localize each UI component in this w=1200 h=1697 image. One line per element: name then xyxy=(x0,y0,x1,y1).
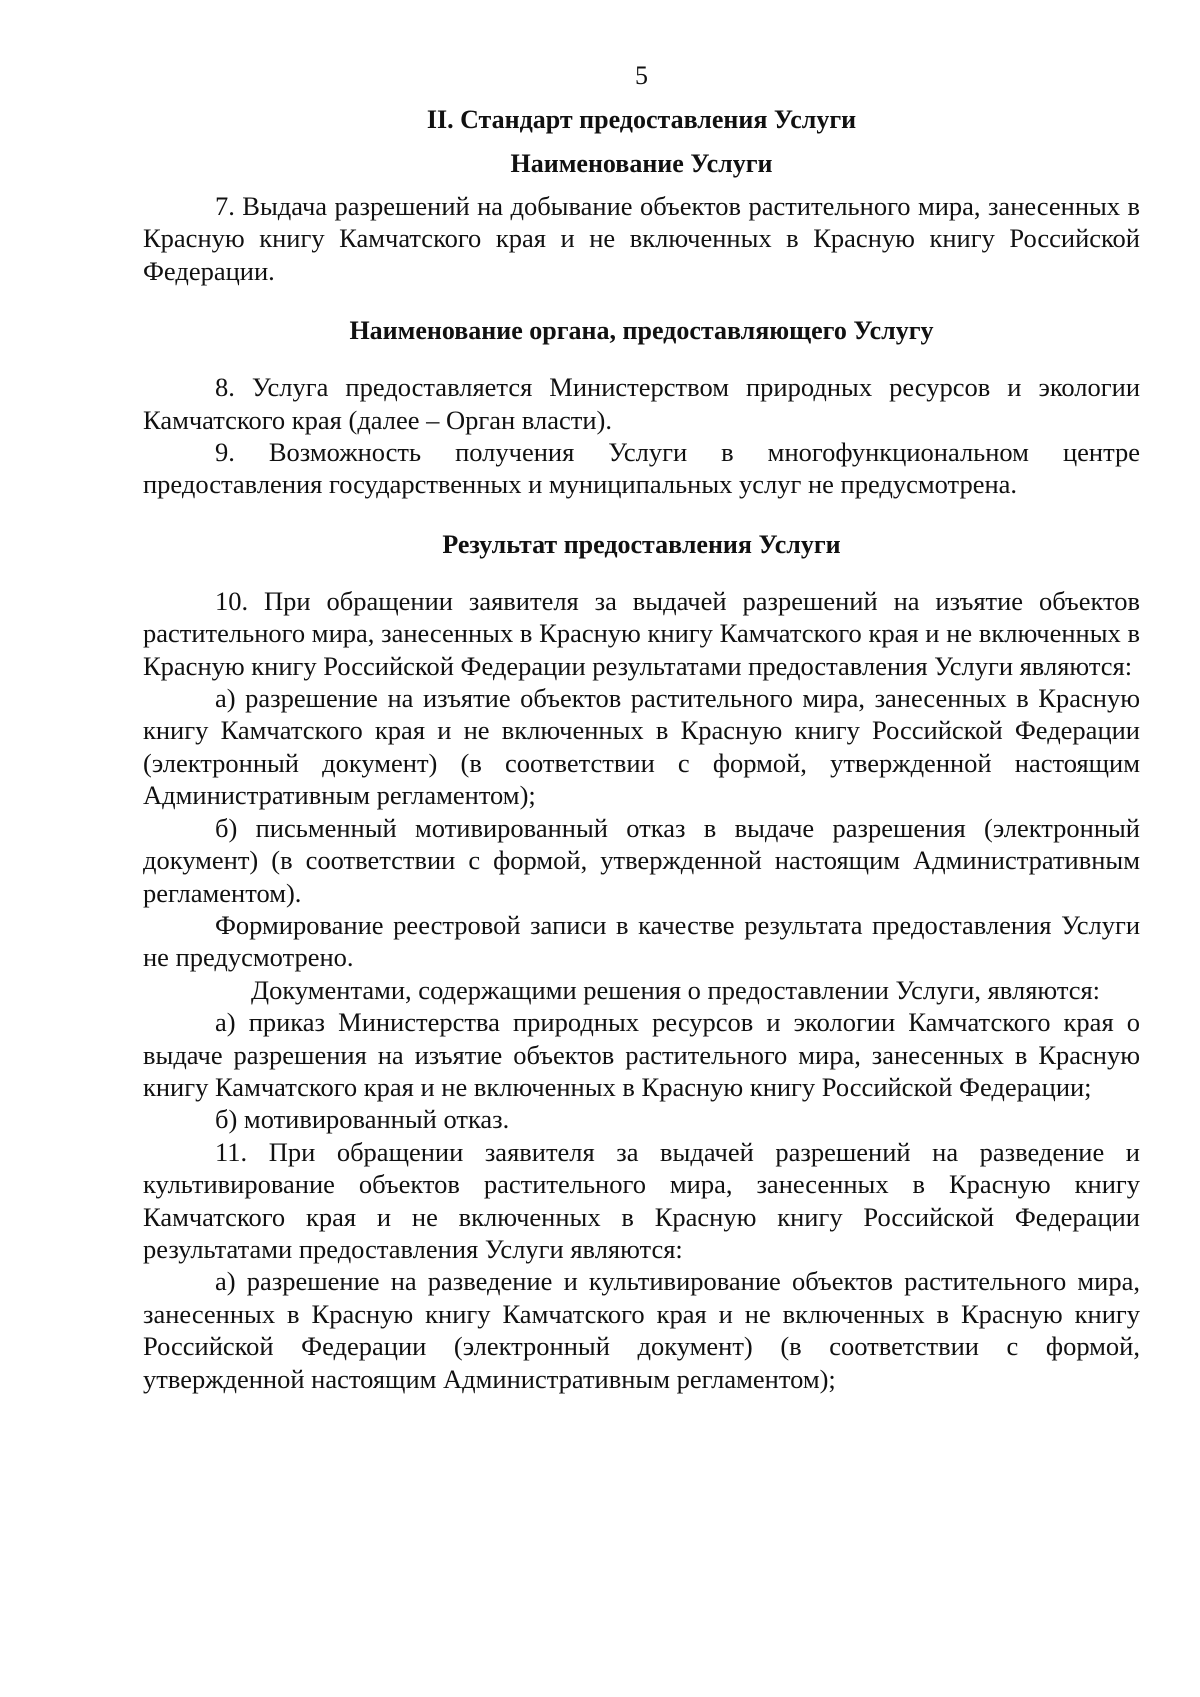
paragraph-11: 11. При обращении заявителя за выдачей разрешений на разведение и культивирование объектов растительного мира, занесенных в Красную книгу Камчатского края и не включенных в Красную книгу Российской Федерации результатами предоставления Услуги являются: xyxy=(143,1136,1140,1264)
paragraph-10-order: а) приказ Министерства природных ресурсов и экологии Камчатского края о выдаче разрешения на изъятие объектов растительного мира, занесенных в Красную книгу Камчатского края и не включенных в Красную книгу Российской Федерации; xyxy=(143,1007,1140,1102)
paragraph-8: 8. Услуга предоставляется Министерством природных ресурсов и экологии Камчатского края (далее – Орган власти). xyxy=(143,372,1140,435)
heading-service-name: Наименование Услуги xyxy=(510,149,773,178)
paragraph-10-a: а) разрешение на изъятие объектов растительного мира, занесенных в Красную книгу Камчатского края и не включенных в Красную книгу Российской Федерации (электронный документ) (в соответствии с формой, утвержденной настоящим Административным регламентом); xyxy=(143,683,1140,811)
paragraph-7: 7. Выдача разрешений на добывание объектов растительного мира, занесенных в Красную книгу Камчатского края и не включенных в Красную книгу Российской Федерации. xyxy=(143,191,1140,286)
section-title: II. Стандарт предоставления Услуги xyxy=(426,105,857,134)
paragraph-10-b: б) письменный мотивированный отказ в выдаче разрешения (электронный документ) (в соответствии с формой, утвержденной настоящим Административным регламентом). xyxy=(143,812,1140,908)
heading-result: Результат предоставления Услуги xyxy=(442,529,841,559)
document-page xyxy=(143,60,1140,1395)
paragraph-10-registry: Формирование реестровой записи в качестве результата предоставления Услуги не предусмотрено. xyxy=(143,909,1140,973)
page-number: 5 xyxy=(635,61,648,90)
heading-organ: Наименование органа, предоставляющего Услугу xyxy=(349,316,934,346)
paragraph-11-a: а) разрешение на разведение и культивирование объектов растительного мира, занесенных в Красную книгу Камчатского края и не включенных в Красную книгу Российской Федерации (электронный документ) (в соответствии с формой, утвержденной настоящим Административным регламентом); xyxy=(143,1266,1140,1394)
paragraph-10: 10. При обращении заявителя за выдачей разрешений на изъятие объектов растительного мира, занесенных в Красную книгу Камчатского края и не включенных в Красную книгу Российской Федерации результатами предоставления Услуги являются: xyxy=(143,585,1140,681)
paragraph-10-refusal: б) мотивированный отказ. xyxy=(215,1104,510,1135)
paragraph-10-documents: Документами, содержащими решения о предоставлении Услуги, являются: xyxy=(251,974,1101,1005)
paragraph-9: 9. Возможность получения Услуги в многофункциональном центре предоставления государственных и муниципальных услуг не предусмотрена. xyxy=(143,437,1140,500)
